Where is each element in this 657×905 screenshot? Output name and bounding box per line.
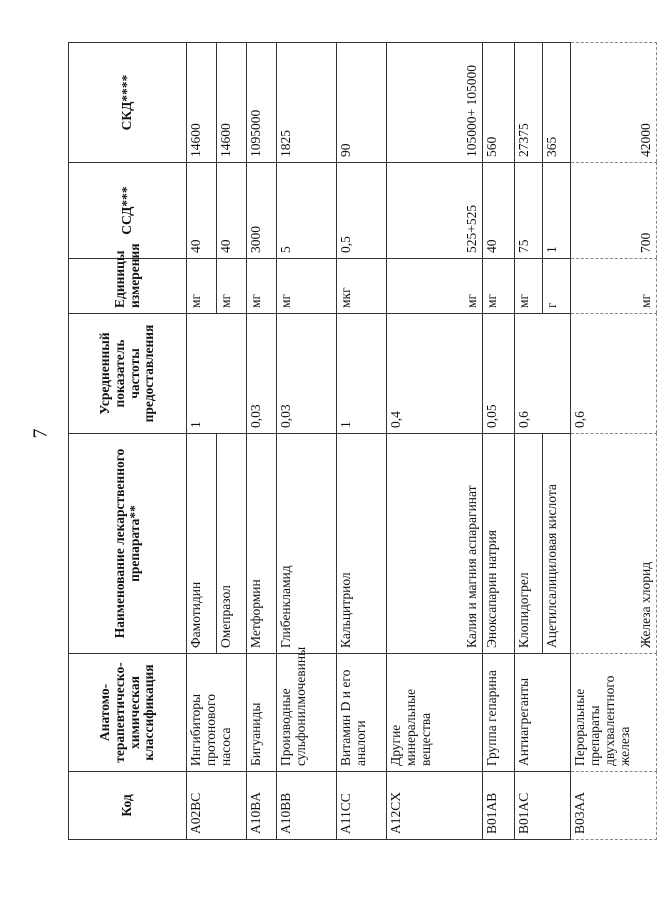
header-skd: СКД**** <box>69 43 187 163</box>
cell-code: A10BB <box>277 772 337 840</box>
cell-skd: 27375 <box>515 43 543 163</box>
cell-frequency: 0,05 <box>483 314 515 434</box>
cell-drug: Ацетилсалициловая кислота <box>543 434 571 654</box>
drug-table <box>68 42 657 840</box>
cell-drug: Омепразол <box>217 434 247 654</box>
cell-atc: Другие минеральные вещества <box>387 654 483 772</box>
page-number: 7 <box>29 428 52 439</box>
cell-skd: 560 <box>483 43 515 163</box>
cell-drug: Фамотидин <box>187 434 217 654</box>
rotated-page-content <box>68 43 654 840</box>
header-atc: Анатомо-терапевтическо-химическая классификация <box>69 654 187 772</box>
cell-frequency: 1 <box>187 314 247 434</box>
cell-code: B01AC <box>515 772 571 840</box>
table-row <box>483 43 515 840</box>
table-row <box>387 43 483 840</box>
cell-unit: мг <box>387 259 483 314</box>
cell-skd: 90 <box>337 43 387 163</box>
cell-skd: 1095000 <box>247 43 277 163</box>
cell-code: B03AA <box>571 772 657 840</box>
cell-code: A10BA <box>247 772 277 840</box>
cell-drug: Глибенкламид <box>277 434 337 654</box>
cell-unit: мкг <box>337 259 387 314</box>
cell-unit: мг <box>217 259 247 314</box>
header-row <box>69 43 187 840</box>
cell-unit: г <box>543 259 571 314</box>
cell-drug: Калия и магния аспарагинат <box>387 434 483 654</box>
cell-code: A12CX <box>387 772 483 840</box>
table-row <box>337 43 387 840</box>
cell-skd: 1825 <box>277 43 337 163</box>
cell-drug: Железа хлорид <box>571 434 657 654</box>
cell-atc: Витамин D и его аналоги <box>337 654 387 772</box>
cell-ssd: 75 <box>515 163 543 259</box>
header-unit: Единицы измерения <box>69 259 187 314</box>
cell-atc: Производные сульфонилмочевины <box>277 654 337 772</box>
cell-frequency: 1 <box>337 314 387 434</box>
cell-drug: Метформин <box>247 434 277 654</box>
cell-skd: 42000 <box>571 43 657 163</box>
cell-ssd: 525+525 <box>387 163 483 259</box>
cell-ssd: 40 <box>187 163 217 259</box>
table-row <box>571 43 657 840</box>
cell-ssd: 700 <box>571 163 657 259</box>
cell-frequency: 0,4 <box>387 314 483 434</box>
cell-frequency: 0,6 <box>515 314 571 434</box>
cell-drug: Кальцитриол <box>337 434 387 654</box>
cell-unit: мг <box>277 259 337 314</box>
cell-skd: 365 <box>543 43 571 163</box>
cell-frequency: 0,6 <box>571 314 657 434</box>
cell-atc: Бигуаниды <box>247 654 277 772</box>
cell-unit: мг <box>247 259 277 314</box>
cell-ssd: 0,5 <box>337 163 387 259</box>
cell-ssd: 40 <box>483 163 515 259</box>
cell-code: A02BC <box>187 772 247 840</box>
cell-atc: Группа гепарина <box>483 654 515 772</box>
cell-atc: Ингибиторы протонового насоса <box>187 654 247 772</box>
cell-drug: Эноксапарин натрия <box>483 434 515 654</box>
cell-frequency: 0,03 <box>277 314 337 434</box>
cell-unit: мг <box>515 259 543 314</box>
cell-frequency: 0,03 <box>247 314 277 434</box>
cell-skd: 105000+ 105000 <box>387 43 483 163</box>
cell-atc: Антиагреганты <box>515 654 571 772</box>
header-frequency: Усредненный показатель частоты предоставления <box>69 314 187 434</box>
header-drug: Наименование лекарственного препарата** <box>69 434 187 654</box>
header-code: Код <box>69 772 187 840</box>
cell-code: A11CC <box>337 772 387 840</box>
cell-atc: Пероральные препараты двухвалентного железа <box>571 654 657 772</box>
header-ssd: ССД*** <box>69 163 187 259</box>
cell-ssd: 40 <box>217 163 247 259</box>
table-row <box>277 43 337 840</box>
cell-ssd: 3000 <box>247 163 277 259</box>
cell-skd: 14600 <box>217 43 247 163</box>
table-row <box>515 43 543 840</box>
table-row <box>187 43 217 840</box>
cell-ssd: 1 <box>543 163 571 259</box>
cell-code: B01AB <box>483 772 515 840</box>
cell-skd: 14600 <box>187 43 217 163</box>
cell-unit: мг <box>483 259 515 314</box>
cell-drug: Клопидогрел <box>515 434 543 654</box>
cell-ssd: 5 <box>277 163 337 259</box>
table-row <box>247 43 277 840</box>
cell-unit: мг <box>571 259 657 314</box>
cell-unit: мг <box>187 259 217 314</box>
